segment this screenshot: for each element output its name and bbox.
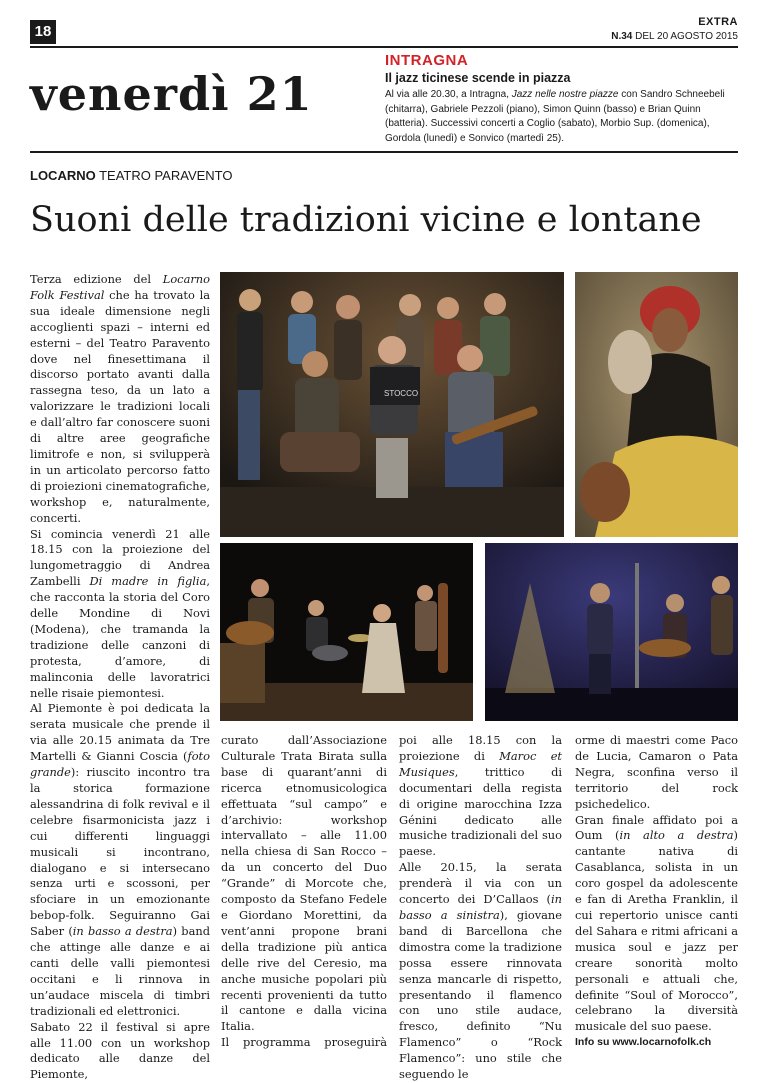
text-span: Alle 20.15, la serata prenderà il via con un concerto dei D’Callaos (: [399, 860, 562, 907]
paragraph: [30, 701, 210, 1019]
paragraph: Il programma proseguirà: [221, 1035, 387, 1050]
text-span: poi alle 18.15 con la proiezione di: [399, 733, 562, 763]
text-span: Terza edizione del: [30, 272, 163, 286]
text-span: , che racconta la storia del Coro delle Mondine di Novi (Modena), che tramanda la tradizione delle canzoni di protesta, d’amore, di malinconia delle lavoratrici nelle risaie piemontesi.: [30, 574, 210, 700]
accordion-label: STOCCO: [384, 389, 419, 398]
issue-number: N.34: [611, 31, 633, 42]
text-italic: Di madre in figlia: [89, 574, 207, 589]
text-italic: in basso a destra: [72, 924, 173, 939]
photo-dcallaos: [220, 543, 473, 721]
article-column-3: [399, 733, 562, 1083]
photo-gai-saber: [485, 543, 738, 721]
text-span: , trittico di documentari della regista di origine marocchina Izza Génini dedicato alle musiche tradizionali del suo paese.: [399, 764, 562, 859]
text-span: ): riuscito incontro tra la storica formazione alessandrina di folk revival e il celebre fisarmonicista jazz i cui differenti linguaggi musicali si incontrano, dialogano e si intersecano senza urti e scossoni, per sfociare in un emozionante bebop-folk. Seguiranno Gai Saber (: [30, 765, 210, 939]
box-text-start: Al via alle 20.30, a Intragna,: [385, 89, 512, 100]
paragraph: Sabato 22 il festival si apre alle 11.00 con un workshop dedicato alle danze del Piemonte,: [30, 1019, 210, 1082]
text-span: ) cantante nativa di Casablanca, solista in un coro gospel da adolescente e fan di Aretha Franklin, il cui repertorio unisce canti del Sahara e ritmi africani a musica soul e jazz per creare sonorità molto personali e attuali che, definite “Soul of Morocco”, celebrano la diversità musicale del suo paese.: [575, 828, 738, 1034]
text-italic: in alto a destra: [619, 828, 734, 843]
text-italic: in basso a sinistra: [399, 892, 562, 922]
paragraph: [30, 527, 210, 702]
text-span: ) band che attinge alle danze e ai canti delle valli piemontesi occitani e li rinnova in un’audace miscela di timbri tradizionali ed elettronici.: [30, 924, 210, 1018]
article-column-2: [221, 733, 387, 1051]
day-title: venerdì 21: [30, 67, 313, 121]
paragraph: [399, 860, 562, 1083]
paragraph: [399, 733, 562, 860]
paragraph: curato dall’Associazione Culturale Trata Birata sulla base di quarant’anni di ricerca etnomusicologica effettuata “sul campo” e d’archivio: workshop intervallato – alle 11.00 nella chiesa di San Rocco – da un concerto del Duo “Grande” di Morcote che, composto da Stefano Fedele e Giordano Morettini, da vent’anni propone brani della tradizione più antica delle rive del Ceresio, ma anche musiche popolari più recenti provenienti da tutto il cantone e dalla vicina Italia.: [221, 733, 387, 1034]
article-column-4: [575, 733, 738, 1051]
text-span: Si comincia venerdì 21 alle 18.15 con la proiezione del lungometraggio di Andrea Zambelli: [30, 526, 210, 589]
paragraph: [575, 813, 738, 1036]
box-text-end: con Sandro Schneebeli (chitarra), Gabriele Pezzoli (piano), Simon Quinn (basso) e Brian Quinn (batteria). Successivi concerti a Coglio (sabato), Morbio Sup. (domenica), Gordola (lunedì) e Sonvico (martedì 25).: [385, 89, 725, 144]
text-italic: foto grande: [30, 749, 210, 780]
page-number: 18: [30, 20, 56, 44]
text-italic: Locarno Folk Festival: [30, 272, 210, 302]
paragraph: orme di maestri come Paco de Lucia, Camaron o Pata Negra, sconfina verso il territorio del rock psichedelico.: [575, 733, 738, 811]
text-italic: Maroc et Musiques: [399, 748, 563, 779]
box-text-italic: Jazz nelle nostre piazze: [511, 89, 619, 100]
issue-info: [611, 31, 738, 42]
section-label: EXTRA: [698, 16, 738, 28]
section-rule: [30, 151, 738, 153]
text-span: Gran finale affidato poi a Oum (: [575, 812, 738, 843]
text-span: ), giovane band di Barcellona che dimostra come la tradizione possa essere rinnovata senza mancarle di rispetto, presentando il flamenco con uno stile audace, fresco, definito “Nu Flamenco” o “Rock Flamenco”: uno stile che seguendo le: [399, 907, 563, 1082]
article-headline: Suoni delle tradizioni vicine e lontane: [30, 200, 702, 240]
website-link[interactable]: Info su www.locarnofolk.ch: [575, 1036, 712, 1049]
text-span: che ha trovato la sua ideale dimensione negli accoglienti spazi – interni ed esterni – del Teatro Paravento dove nel finesettimana il discorso portato avanti dalla rassegna teso, da un lato a valorizzare le tradizioni locali e dall’altro far conoscere suoni di altre aree geografiche limitrofe e non, si svilupperà in un articolato percorso fatto di proiezioni cinematografiche, workshop e, naturalmente, concerti.: [30, 287, 210, 525]
box-subtitle: Il jazz ticinese scende in piazza: [385, 71, 571, 85]
box-kicker: INTRAGNA: [385, 52, 469, 69]
article-location: [30, 168, 233, 183]
text-span: Al Piemonte è poi dedicata la serata musicale che prende il via alle 20.15 animata da Tre Martelli & Gianni Coscia (: [30, 701, 210, 764]
header-rule: [30, 46, 738, 48]
location-venue: TEATRO PARAVENTO: [99, 168, 233, 183]
issue-date: DEL 20 AGOSTO 2015: [635, 31, 738, 42]
location-city: LOCARNO: [30, 168, 96, 183]
photo-oum: [575, 272, 738, 537]
article-column-1: [30, 272, 210, 1083]
photo-tre-martelli: [220, 272, 564, 537]
intragna-box: [385, 52, 738, 146]
box-text: [385, 88, 738, 146]
paragraph: [30, 272, 210, 527]
